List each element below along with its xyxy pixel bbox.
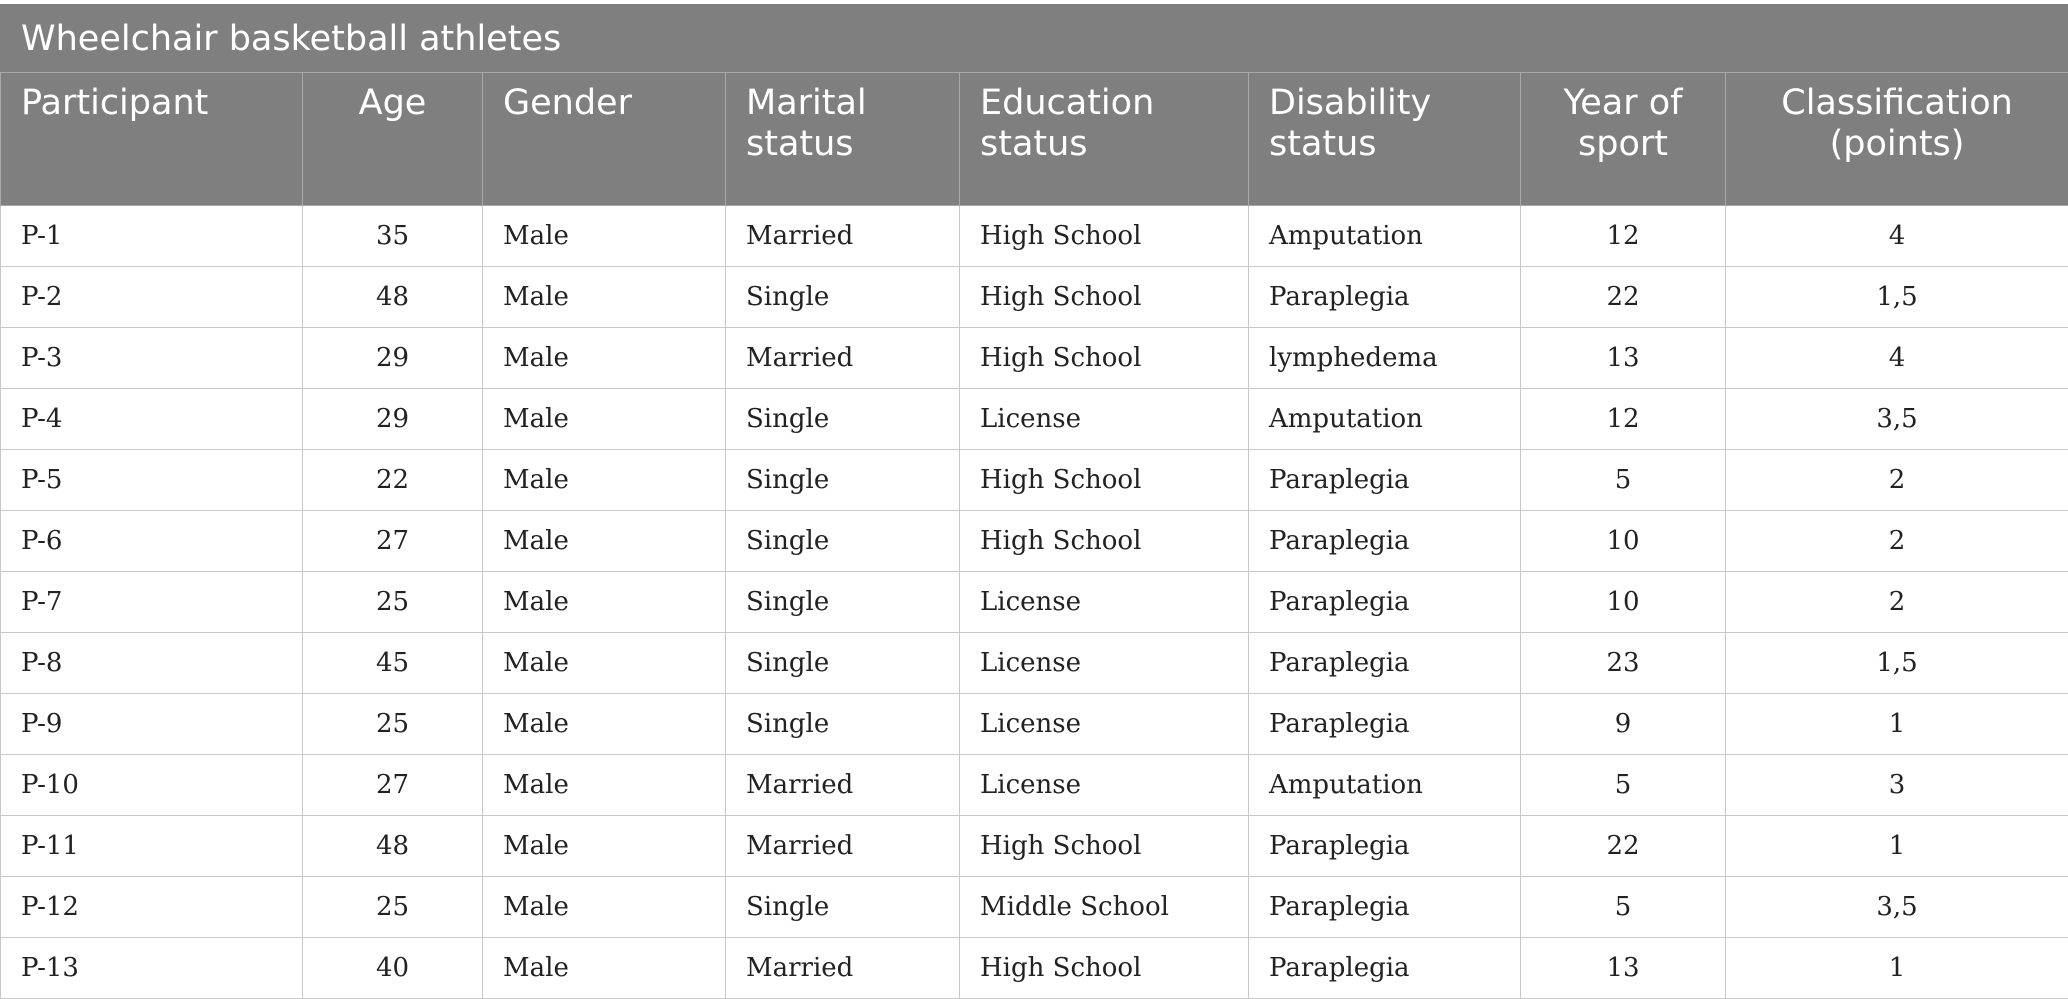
table-row bbox=[1, 328, 2068, 389]
cell-disability-status: Paraplegia bbox=[1249, 816, 1521, 877]
cell-year-of-sport: 13 bbox=[1521, 938, 1726, 999]
cell-classification: 2 bbox=[1726, 450, 2068, 511]
cell-education-status: High School bbox=[960, 511, 1249, 572]
cell-gender: Male bbox=[483, 938, 726, 999]
cell-education-status: High School bbox=[960, 938, 1249, 999]
cell-gender: Male bbox=[483, 328, 726, 389]
table-row bbox=[1, 633, 2068, 694]
header-gender: Gender bbox=[483, 73, 726, 206]
table-row bbox=[1, 694, 2068, 755]
cell-age: 35 bbox=[303, 206, 483, 267]
cell-marital-status: Single bbox=[726, 877, 960, 938]
cell-classification: 3,5 bbox=[1726, 389, 2068, 450]
cell-participant: P-10 bbox=[1, 755, 303, 816]
header-disability-status: Disability status bbox=[1249, 73, 1521, 206]
cell-year-of-sport: 10 bbox=[1521, 511, 1726, 572]
cell-age: 48 bbox=[303, 267, 483, 328]
cell-participant: P-3 bbox=[1, 328, 303, 389]
cell-education-status: High School bbox=[960, 816, 1249, 877]
cell-year-of-sport: 5 bbox=[1521, 450, 1726, 511]
cell-classification: 3,5 bbox=[1726, 877, 2068, 938]
cell-age: 29 bbox=[303, 328, 483, 389]
cell-gender: Male bbox=[483, 816, 726, 877]
cell-participant: P-8 bbox=[1, 633, 303, 694]
header-age: Age bbox=[303, 73, 483, 206]
header-year-of-sport: Year of sport bbox=[1521, 73, 1726, 206]
cell-disability-status: Paraplegia bbox=[1249, 450, 1521, 511]
cell-year-of-sport: 5 bbox=[1521, 755, 1726, 816]
table-row bbox=[1, 938, 2068, 999]
cell-year-of-sport: 22 bbox=[1521, 267, 1726, 328]
cell-participant: P-7 bbox=[1, 572, 303, 633]
cell-disability-status: Amputation bbox=[1249, 389, 1521, 450]
table-row bbox=[1, 389, 2068, 450]
cell-age: 25 bbox=[303, 694, 483, 755]
cell-age: 40 bbox=[303, 938, 483, 999]
cell-classification: 4 bbox=[1726, 206, 2068, 267]
cell-year-of-sport: 22 bbox=[1521, 816, 1726, 877]
cell-gender: Male bbox=[483, 389, 726, 450]
cell-year-of-sport: 5 bbox=[1521, 877, 1726, 938]
cell-marital-status: Married bbox=[726, 328, 960, 389]
cell-education-status: High School bbox=[960, 206, 1249, 267]
cell-marital-status: Single bbox=[726, 267, 960, 328]
cell-participant: P-4 bbox=[1, 389, 303, 450]
cell-participant: P-6 bbox=[1, 511, 303, 572]
cell-classification: 4 bbox=[1726, 328, 2068, 389]
table-row bbox=[1, 267, 2068, 328]
cell-marital-status: Single bbox=[726, 511, 960, 572]
table-container bbox=[0, 4, 2068, 999]
cell-education-status: License bbox=[960, 389, 1249, 450]
cell-participant: P-9 bbox=[1, 694, 303, 755]
cell-education-status: License bbox=[960, 755, 1249, 816]
cell-marital-status: Single bbox=[726, 389, 960, 450]
cell-classification: 1 bbox=[1726, 816, 2068, 877]
cell-education-status: High School bbox=[960, 267, 1249, 328]
cell-classification: 1 bbox=[1726, 938, 2068, 999]
cell-marital-status: Married bbox=[726, 755, 960, 816]
cell-participant: P-13 bbox=[1, 938, 303, 999]
cell-age: 48 bbox=[303, 816, 483, 877]
table-row bbox=[1, 816, 2068, 877]
cell-age: 25 bbox=[303, 877, 483, 938]
cell-classification: 1,5 bbox=[1726, 267, 2068, 328]
cell-gender: Male bbox=[483, 755, 726, 816]
cell-classification: 2 bbox=[1726, 572, 2068, 633]
table-row bbox=[1, 206, 2068, 267]
cell-disability-status: Amputation bbox=[1249, 755, 1521, 816]
cell-disability-status: Paraplegia bbox=[1249, 267, 1521, 328]
table-row bbox=[1, 511, 2068, 572]
cell-gender: Male bbox=[483, 511, 726, 572]
cell-year-of-sport: 12 bbox=[1521, 206, 1726, 267]
cell-age: 27 bbox=[303, 755, 483, 816]
cell-education-status: License bbox=[960, 694, 1249, 755]
cell-gender: Male bbox=[483, 633, 726, 694]
cell-classification: 3 bbox=[1726, 755, 2068, 816]
cell-participant: P-11 bbox=[1, 816, 303, 877]
table-title: Wheelchair basketball athletes bbox=[1, 5, 2068, 73]
cell-disability-status: Paraplegia bbox=[1249, 877, 1521, 938]
cell-gender: Male bbox=[483, 572, 726, 633]
cell-year-of-sport: 9 bbox=[1521, 694, 1726, 755]
cell-year-of-sport: 13 bbox=[1521, 328, 1726, 389]
cell-marital-status: Single bbox=[726, 450, 960, 511]
cell-marital-status: Single bbox=[726, 633, 960, 694]
table-row bbox=[1, 450, 2068, 511]
cell-education-status: Middle School bbox=[960, 877, 1249, 938]
cell-classification: 2 bbox=[1726, 511, 2068, 572]
cell-marital-status: Married bbox=[726, 938, 960, 999]
cell-classification: 1,5 bbox=[1726, 633, 2068, 694]
cell-education-status: License bbox=[960, 633, 1249, 694]
cell-disability-status: Paraplegia bbox=[1249, 694, 1521, 755]
cell-classification: 1 bbox=[1726, 694, 2068, 755]
cell-age: 45 bbox=[303, 633, 483, 694]
cell-education-status: High School bbox=[960, 450, 1249, 511]
cell-year-of-sport: 10 bbox=[1521, 572, 1726, 633]
cell-participant: P-2 bbox=[1, 267, 303, 328]
cell-disability-status: Amputation bbox=[1249, 206, 1521, 267]
cell-marital-status: Married bbox=[726, 816, 960, 877]
header-education-status: Education status bbox=[960, 73, 1249, 206]
athletes-table bbox=[0, 4, 2068, 999]
cell-disability-status: Paraplegia bbox=[1249, 633, 1521, 694]
table-row bbox=[1, 572, 2068, 633]
header-row bbox=[1, 73, 2068, 206]
cell-disability-status: Paraplegia bbox=[1249, 938, 1521, 999]
header-participant: Participant bbox=[1, 73, 303, 206]
cell-participant: P-1 bbox=[1, 206, 303, 267]
cell-participant: P-5 bbox=[1, 450, 303, 511]
cell-participant: P-12 bbox=[1, 877, 303, 938]
cell-gender: Male bbox=[483, 206, 726, 267]
cell-disability-status: Paraplegia bbox=[1249, 511, 1521, 572]
cell-age: 27 bbox=[303, 511, 483, 572]
cell-disability-status: Paraplegia bbox=[1249, 572, 1521, 633]
cell-marital-status: Married bbox=[726, 206, 960, 267]
table-row bbox=[1, 877, 2068, 938]
cell-education-status: High School bbox=[960, 328, 1249, 389]
cell-gender: Male bbox=[483, 267, 726, 328]
header-classification: Classification (points) bbox=[1726, 73, 2068, 206]
cell-disability-status: lymphedema bbox=[1249, 328, 1521, 389]
cell-year-of-sport: 23 bbox=[1521, 633, 1726, 694]
cell-gender: Male bbox=[483, 877, 726, 938]
cell-gender: Male bbox=[483, 694, 726, 755]
cell-marital-status: Single bbox=[726, 572, 960, 633]
cell-education-status: License bbox=[960, 572, 1249, 633]
cell-age: 29 bbox=[303, 389, 483, 450]
cell-age: 25 bbox=[303, 572, 483, 633]
cell-gender: Male bbox=[483, 450, 726, 511]
table-body bbox=[1, 206, 2068, 999]
cell-marital-status: Single bbox=[726, 694, 960, 755]
cell-age: 22 bbox=[303, 450, 483, 511]
table-row bbox=[1, 755, 2068, 816]
header-marital-status: Marital status bbox=[726, 73, 960, 206]
cell-year-of-sport: 12 bbox=[1521, 389, 1726, 450]
